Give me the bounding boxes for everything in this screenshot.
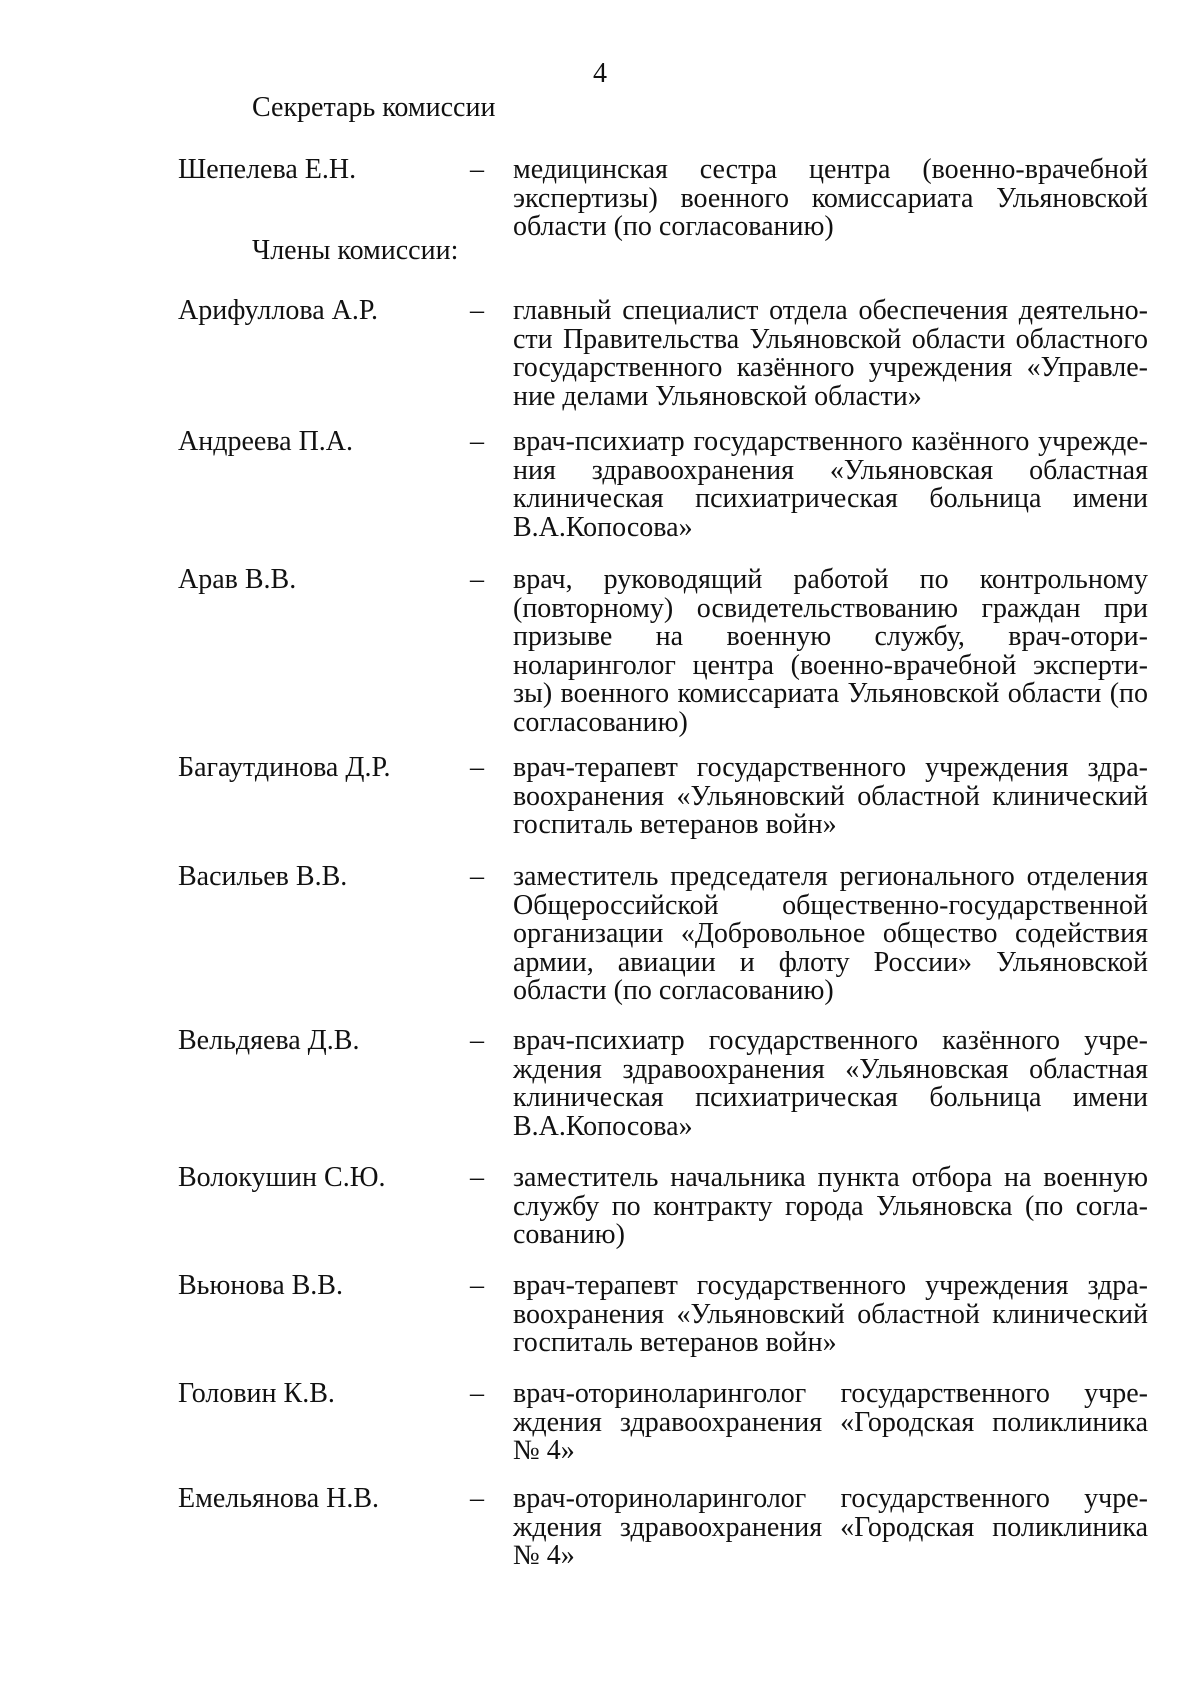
member-description: главный специалист отдела обеспечения деятельности Правительства Ульяновской области областного государственного казённого учреждения «Управление делами Ульяновской области»	[513, 295, 1148, 412]
member-description: врач-психиатр государственного казённого учреждения здравоохранения «Ульяновская областная клиническая психиатрическая больница имени В.А.Копосова»	[513, 1025, 1148, 1142]
member-name: Головин К.В.	[178, 1378, 335, 1409]
member-name: Андреева П.А.	[178, 426, 354, 457]
dash-separator: –	[470, 1162, 484, 1193]
members-heading: Члены комиссии:	[252, 235, 459, 266]
dash-separator: –	[470, 1270, 484, 1301]
member-description: заместитель начальника пункта отбора на военную службу по контракту города Ульяновска (по согласованию)	[513, 1162, 1148, 1251]
member-description: врач-оториноларинголог государственного учреждения здравоохранения «Городская поликлиника № 4»	[513, 1378, 1148, 1467]
member-name: Вьюнова В.В.	[178, 1270, 343, 1301]
secretary-heading: Секретарь комиссии	[252, 92, 496, 123]
dash-separator: –	[470, 426, 484, 457]
page-number: 4	[593, 58, 607, 89]
member-name: Вельдяева Д.В.	[178, 1025, 360, 1056]
member-name: Арав В.В.	[178, 564, 297, 595]
member-description: медицинская сестра центра (военно-врачебной экспертизы) военного комиссариата Ульяновской области (по согласованию)	[513, 154, 1148, 243]
dash-separator: –	[470, 1025, 484, 1056]
member-name: Волокушин С.Ю.	[178, 1162, 386, 1193]
dash-separator: –	[470, 1483, 484, 1514]
member-description: заместитель председателя регионального отделения Общероссийской общественно-государственной организации «Добровольное общество содействия армии, авиации и флоту России» Ульяновской области (по согласованию)	[513, 861, 1148, 1007]
member-name: Васильев В.В.	[178, 861, 348, 892]
member-description: врач, руководящий работой по контрольному (повторному) освидетельствованию граждан при призыве на военную службу, врач-оториноларинголог центра (военно-врачебной экспертизы) военного комиссариата Ульяновской области (по согласованию)	[513, 564, 1148, 738]
dash-separator: –	[470, 295, 484, 326]
member-description: врач-психиатр государственного казённого учреждения здравоохранения «Ульяновская областная клиническая психиатрическая больница имени В.А.Копосова»	[513, 426, 1148, 543]
dash-separator: –	[470, 752, 484, 783]
member-description: врач-терапевт государственного учреждения здравоохранения «Ульяновский областной клинический госпиталь ветеранов войн»	[513, 752, 1148, 841]
member-description: врач-оториноларинголог государственного учреждения здравоохранения «Городская поликлиника № 4»	[513, 1483, 1148, 1572]
member-name: Емельянова Н.В.	[178, 1483, 380, 1514]
member-description: врач-терапевт государственного учреждения здравоохранения «Ульяновский областной клинический госпиталь ветеранов войн»	[513, 1270, 1148, 1359]
member-name: Багаутдинова Д.Р.	[178, 752, 391, 783]
dash-separator: –	[470, 564, 484, 595]
member-name: Шепелева Е.Н.	[178, 154, 357, 185]
dash-separator: –	[470, 1378, 484, 1409]
dash-separator: –	[470, 154, 484, 185]
member-name: Арифуллова А.Р.	[178, 295, 378, 326]
dash-separator: –	[470, 861, 484, 892]
